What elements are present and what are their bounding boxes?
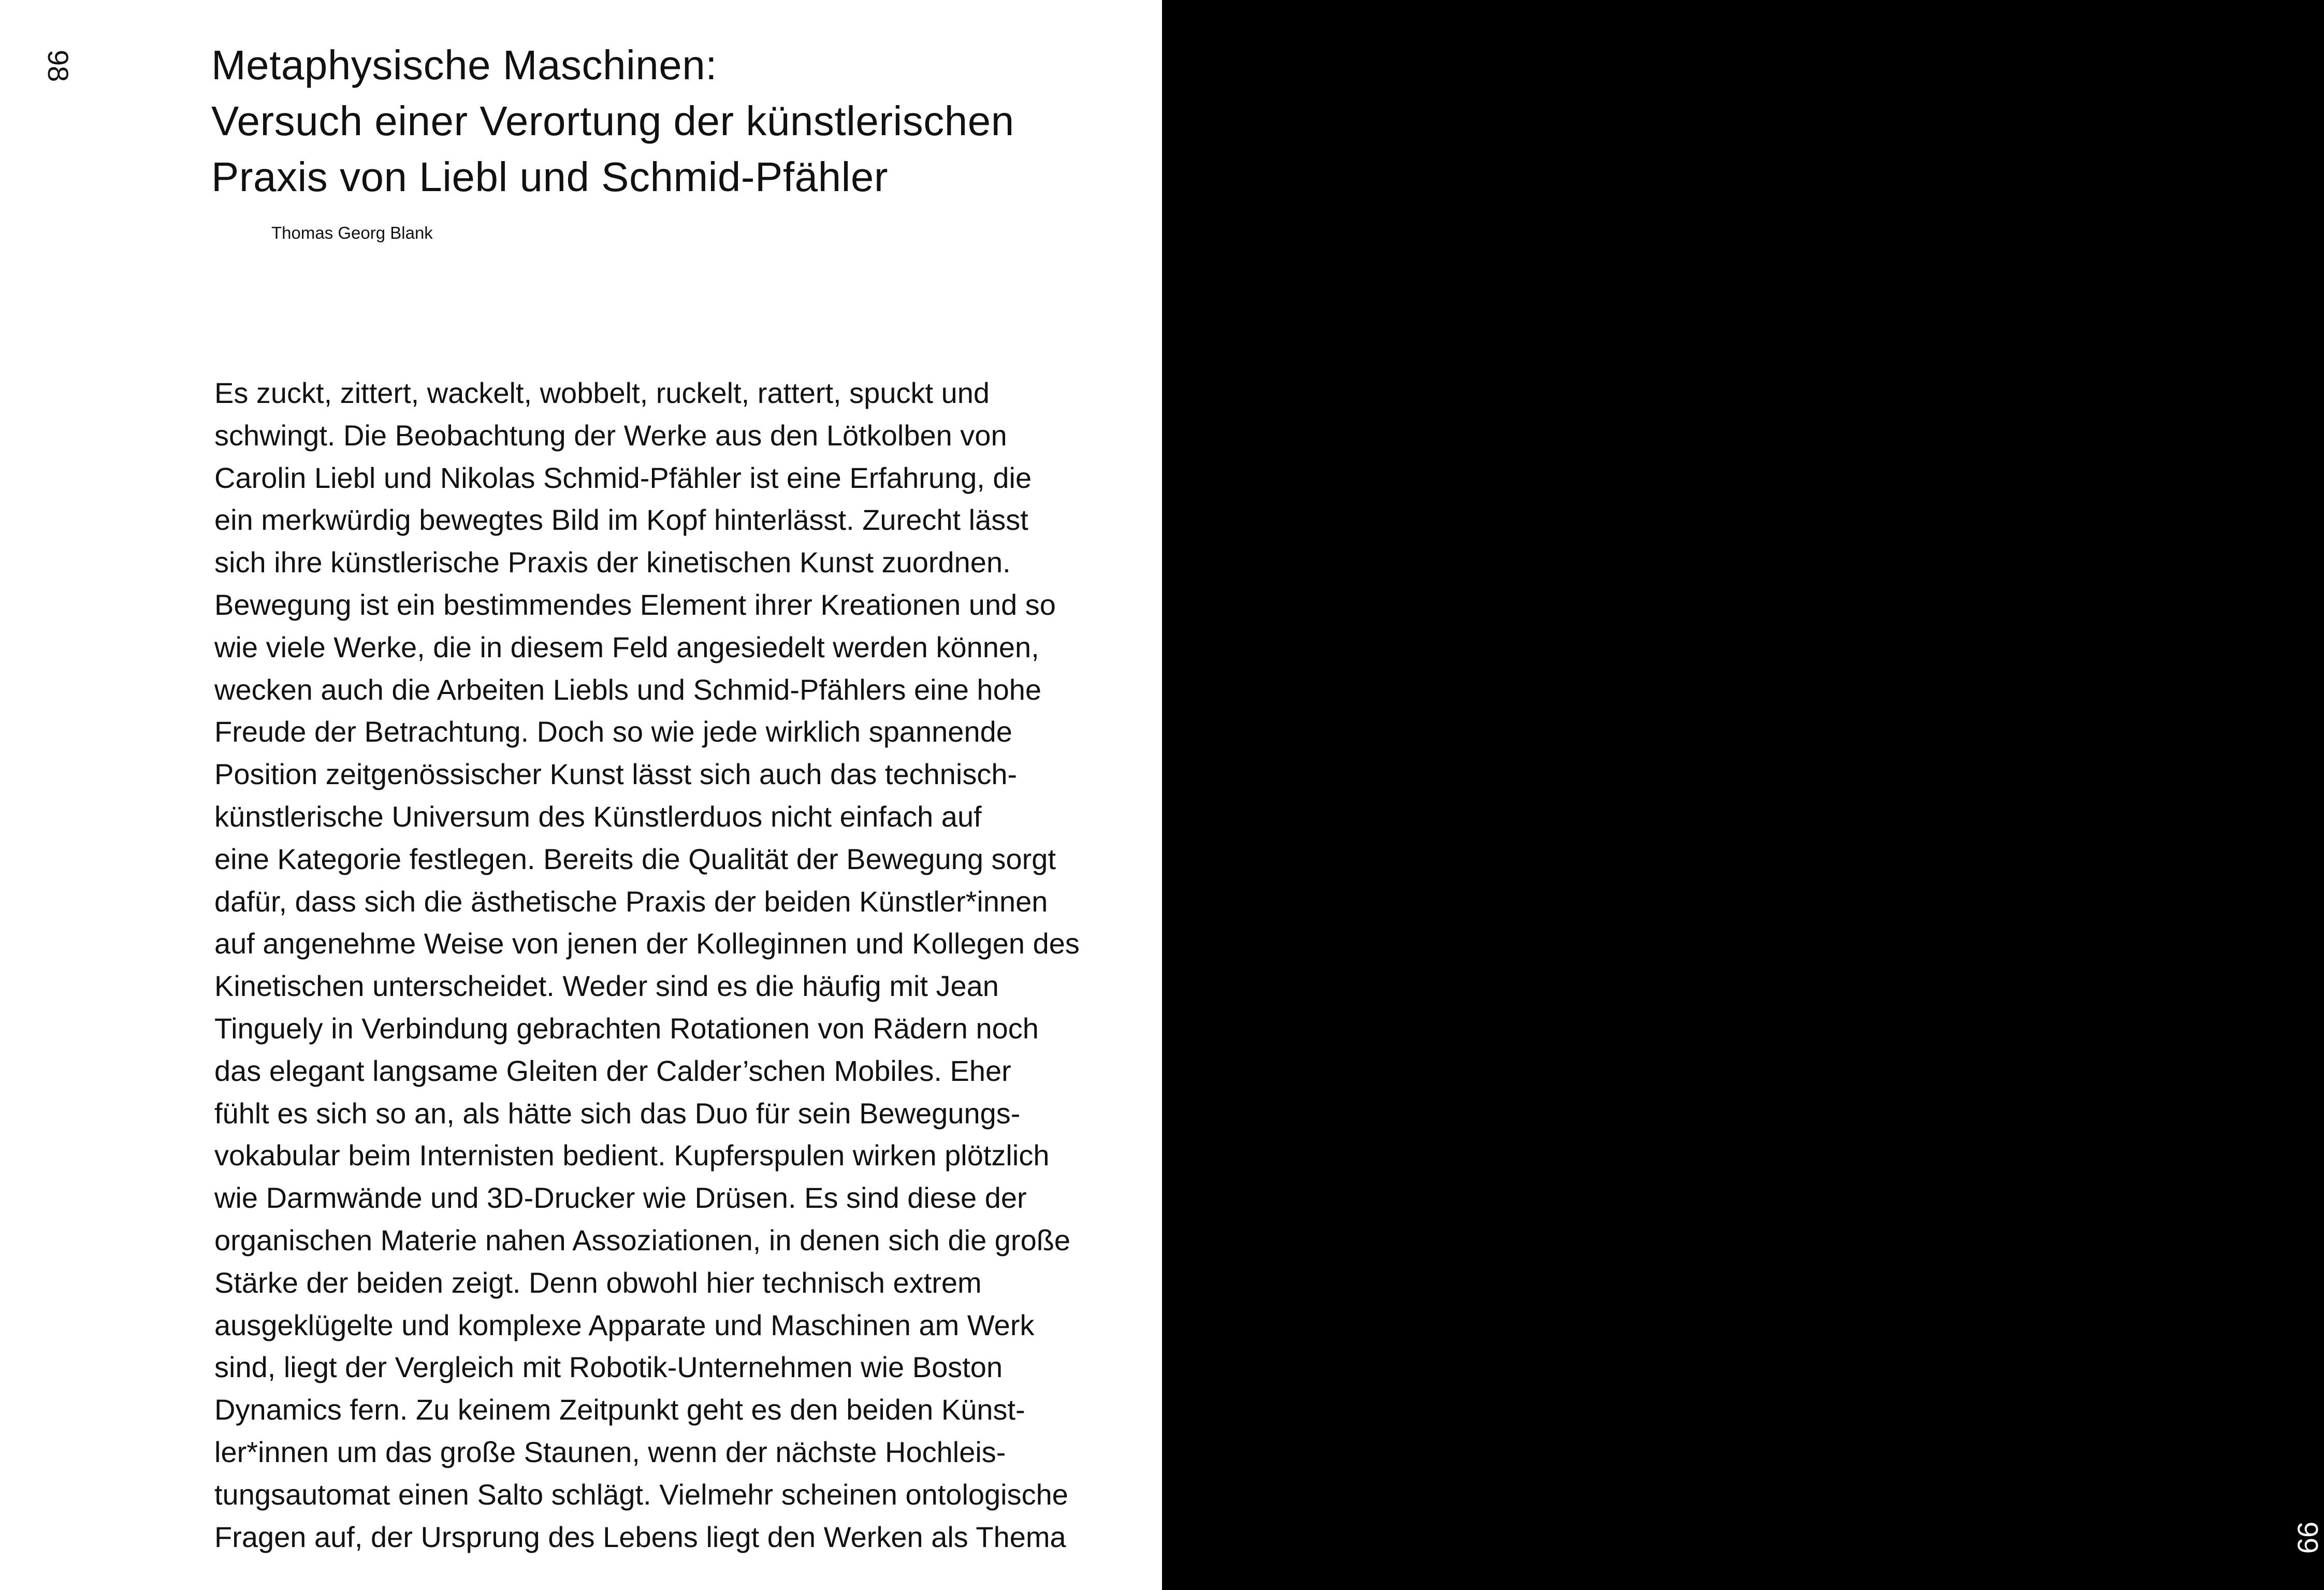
page-number-right: 99 [2291,1521,2324,1554]
body-line: sind, liegt der Vergleich mit Robotik-Unternehmen wie Boston [214,1351,1003,1384]
body-line: Fragen auf, der Ursprung des Lebens liegt den Werken als Thema [214,1520,1066,1553]
body-line: vokabular beim Internisten bedient. Kupferspulen wirken plötzlich [214,1139,1050,1172]
title-line: Versuch einer Verortung der künstlerischen [211,98,1014,144]
body-paragraph [214,372,1136,1558]
body-line: wie Darmwände und 3D-Drucker wie Drüsen. Es sind diese der [214,1181,1027,1215]
body-line: tungsautomat einen Salto schlägt. Vielmehr scheinen ontologische [214,1478,1068,1511]
page-number-left: 98 [42,50,75,82]
title-line: Praxis von Liebl und Schmid-Pfähler [211,154,889,200]
right-page [1162,0,2324,1590]
body-line: Kinetischen unterscheidet. Weder sind es die häufig mit Jean [214,970,999,1003]
author-name: Thomas Georg Blank [271,223,433,242]
body-line: schwingt. Die Beobachtung der Werke aus den Lötkolben von [214,418,1007,452]
body-line: Freude der Betrachtung. Doch so wie jede wirklich spannende [214,715,1012,748]
title-line: Metaphysische Maschinen: [211,42,717,88]
body-line: organischen Materie nahen Assoziationen, in denen sich die große [214,1223,1071,1256]
body-line: auf angenehme Weise von jenen der Kolleginnen und Kollegen des [214,927,1080,960]
body-line: Bewegung ist ein bestimmendes Element ihrer Kreationen und so [214,588,1056,621]
body-line: wecken auch die Arbeiten Liebls und Schmid-Pfählers eine hohe [214,673,1042,706]
body-line: ler*innen um das große Staunen, wenn der nächste Hochleis- [214,1435,1006,1468]
body-line: ein merkwürdig bewegtes Bild im Kopf hinterlässt. Zurecht lässt [214,503,1028,537]
body-line: eine Kategorie festlegen. Bereits die Qualität der Bewegung sorgt [214,842,1056,875]
article-title [211,37,1123,205]
body-line: fühlt es sich so an, als hätte sich das Duo für sein Bewegungs- [214,1096,1021,1130]
body-line: ausgeklügelte und komplexe Apparate und Maschinen am Werk [214,1308,1035,1341]
body-line: wie viele Werke, die in diesem Feld angesiedelt werden können, [214,630,1039,663]
body-line: Es zuckt, zittert, wackelt, wobbelt, ruckelt, rattert, spuckt und [214,377,990,409]
body-line: Dynamics fern. Zu keinem Zeitpunkt geht es den beiden Künst- [214,1393,1025,1426]
body-line: sich ihre künstlerische Praxis der kinetischen Kunst zuordnen. [214,546,1011,579]
body-line: Carolin Liebl und Nikolas Schmid-Pfähler ist eine Erfahrung, die [214,461,1032,494]
body-line: das elegant langsame Gleiten der Calder’schen Mobiles. Eher [214,1054,1011,1087]
body-line: Tinguely in Verbindung gebrachten Rotationen von Rädern noch [214,1011,1039,1045]
body-line: Position zeitgenössischer Kunst lässt sich auch das technisch- [214,758,1018,791]
body-line: Stärke der beiden zeigt. Denn obwohl hier technisch extrem [214,1266,982,1299]
body-line: dafür, dass sich die ästhetische Praxis der beiden Künstler*innen [214,885,1048,918]
body-line: künstlerische Universum des Künstlerduos nicht einfach auf [214,800,982,833]
